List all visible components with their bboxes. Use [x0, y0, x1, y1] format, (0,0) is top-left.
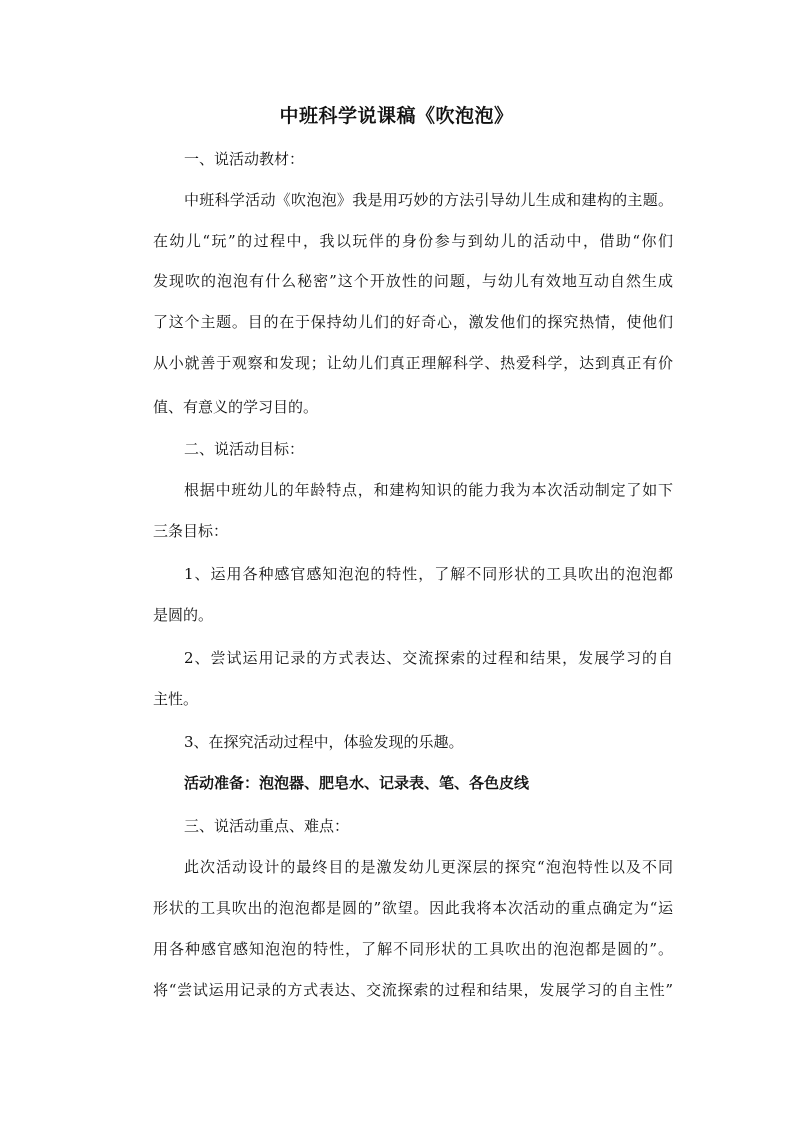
paragraph-line: 了这个主题。目的在于保持幼儿们的好奇心，激发他们的探究热情，使他们 [153, 313, 673, 331]
goal-item-2: 2、尝试运用记录的方式表达、交流探索的过程和结果，发展学习的自 [184, 649, 673, 667]
goal-item-3: 3、在探究活动过程中，体验发现的乐趣。 [184, 733, 464, 751]
paragraph-line: 根据中班幼儿的年龄特点，和建构知识的能力我为本次活动制定了如下 [184, 481, 673, 499]
paragraph-line: 在幼儿“玩”的过程中，我以玩伴的身份参与到幼儿的活动中，借助“你们 [153, 232, 673, 250]
section-heading-goals: 二、说活动目标： [184, 440, 305, 458]
paragraph-line: 用各种感官感知泡泡的特性，了解不同形状的工具吹出的泡泡都是圆的”。 [153, 940, 673, 958]
document-title: 中班科学说课稿《吹泡泡》 [279, 105, 514, 127]
paragraph-line: 形状的工具吹出的泡泡都是圆的”欲望。因此我将本次活动的重点确定为“运 [153, 899, 673, 917]
activity-preparation: 活动准备：泡泡器、肥皂水、记录表、笔、各色皮线 [184, 774, 530, 792]
paragraph-line: 从小就善于观察和发现；让幼儿们真正理解科学、热爱科学，达到真正有价 [153, 354, 673, 372]
goal-item-1: 1、运用各种感官感知泡泡的特性，了解不同形状的工具吹出的泡泡都 [184, 565, 673, 583]
paragraph-line: 值、有意义的学习目的。 [153, 398, 319, 416]
goal-item-1-continued: 是圆的。 [153, 606, 214, 624]
section-heading-key-points: 三、说活动重点、难点： [184, 817, 350, 835]
paragraph-line: 发现吹的泡泡有什么秘密”这个开放性的问题，与幼儿有效地互动自然生成 [153, 272, 673, 290]
paragraph-line: 将“尝试运用记录的方式表达、交流探索的过程和结果，发展学习的自主性” [153, 981, 673, 999]
paragraph-line: 中班科学活动《吹泡泡》我是用巧妙的方法引导幼儿生成和建构的主题。 [184, 191, 673, 209]
goal-item-2-continued: 主性。 [153, 690, 199, 708]
paragraph-line: 三条目标： [153, 522, 229, 540]
section-heading-teaching-material: 一、说活动教材： [184, 150, 305, 168]
paragraph-line: 此次活动设计的最终目的是激发幼儿更深层的探究“泡泡特性以及不同 [184, 858, 673, 876]
